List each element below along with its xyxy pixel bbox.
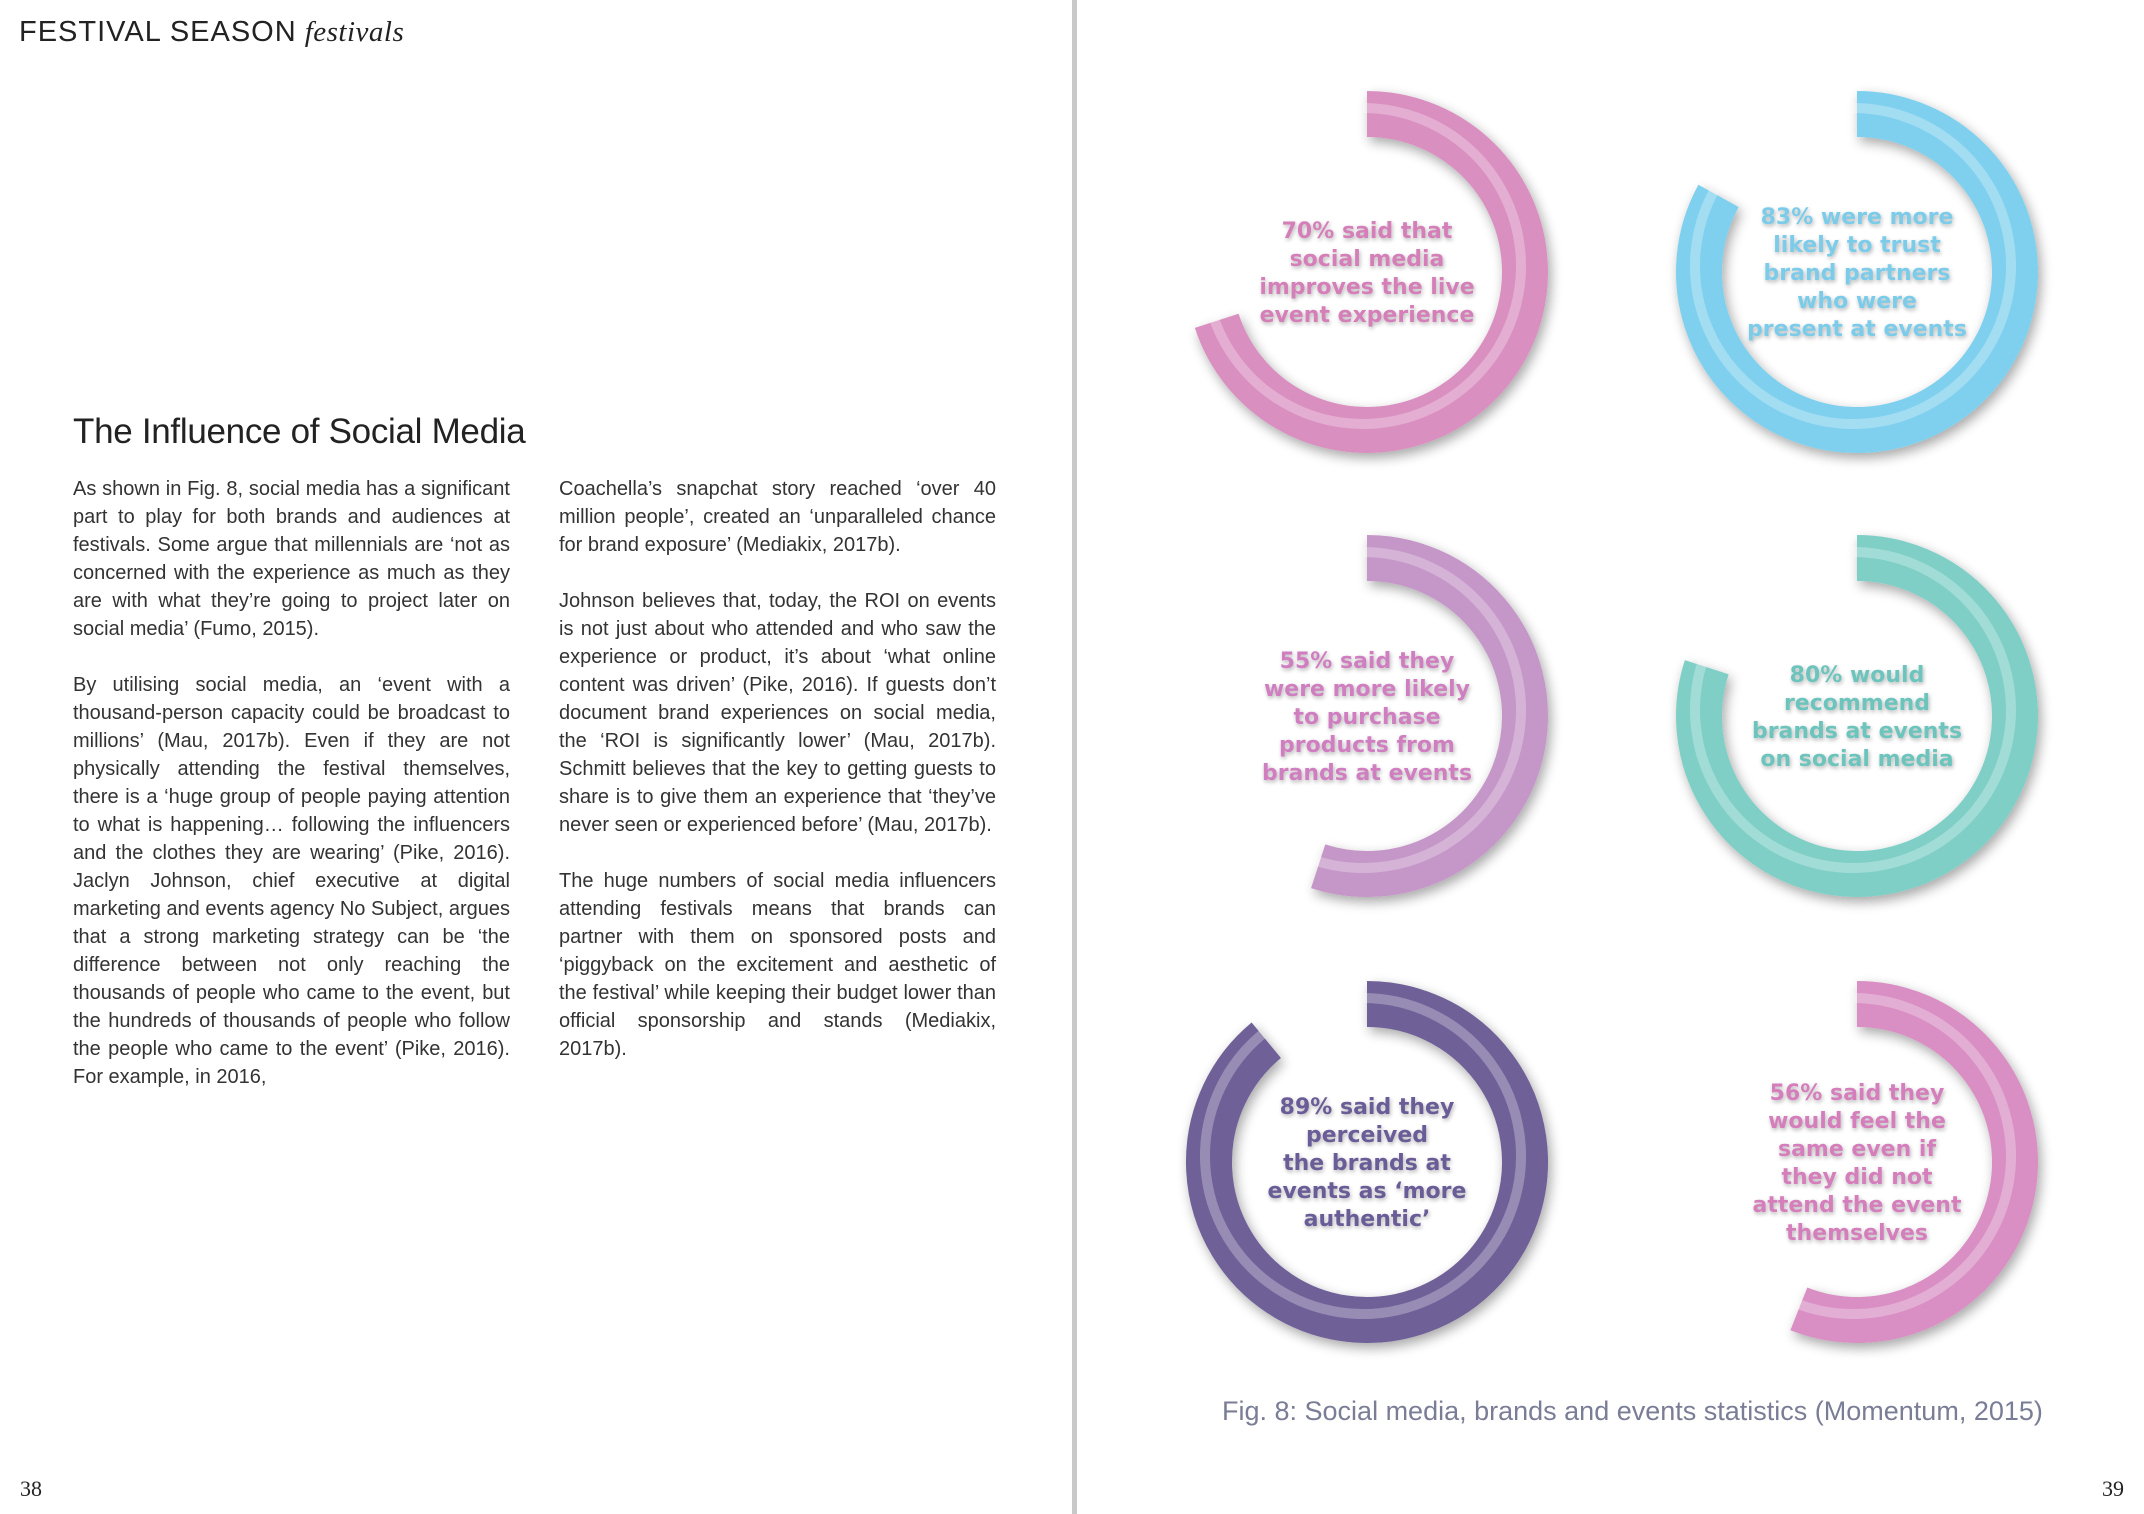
stat-label-line: to purchase: [1293, 705, 1441, 730]
paragraph: As shown in Fig. 8, social media has a significant part to play for both brands and audiences at festivals. Some argue that millennials are ‘not as concerned with the experience as much as they are with what they’re going to project later on social media’ (Fumo, 2015).: [73, 478, 510, 640]
stat-ring-group: [1205, 998, 1525, 1320]
running-head: [19, 16, 404, 49]
stat-label-line: on social media: [1760, 747, 1954, 772]
stat-ring-group: [1262, 552, 1525, 874]
stat-label-line: authentic’: [1303, 1207, 1431, 1232]
stat-label: [1752, 663, 1962, 772]
stat-label: [1259, 219, 1474, 328]
stat-label-line: events as ‘more: [1267, 1179, 1467, 1204]
stat-ring-group: [1695, 552, 2015, 874]
stat-label-line: 70% said that: [1281, 219, 1453, 244]
stat-label: [1753, 1081, 1962, 1246]
stat-label-line: same even if: [1777, 1137, 1937, 1162]
stat-label-line: recommend: [1783, 691, 1931, 716]
stat-label-line: 56% said they: [1769, 1081, 1945, 1106]
stat-label-line: event experience: [1259, 303, 1475, 328]
stat-label-line: brands at events: [1261, 761, 1473, 786]
stat-label-line: attend the event: [1752, 1193, 1962, 1218]
stats-figure: [1077, 0, 2144, 1390]
stat-label-line: improves the live: [1259, 275, 1475, 300]
stat-label-line: products from: [1279, 733, 1455, 758]
stat-label-line: 80% would: [1789, 663, 1925, 688]
stat-label: [1747, 205, 1967, 342]
stat-label: [1262, 649, 1472, 786]
stat-ring-group: [1213, 108, 1525, 430]
paragraph: Johnson believes that, today, the ROI on events is not just about who attended and who saw the experience or product, it’s about ‘what online content was driven’ (Pike, 2016). If guests don’t document brand experiences on social media, the ‘ROI is significantly lower’ (Mau, 2017b). Schmitt believes that the key to getting guests to share is to give them an experience that ‘they’ve never seen or experienced before’ (Mau, 2017b).: [559, 590, 996, 836]
text-column-2: [559, 475, 996, 1091]
stat-label-line: 55% said they: [1279, 649, 1455, 674]
stat-label-line: themselves: [1786, 1221, 1928, 1246]
stat-ring-arc: [1799, 1004, 2015, 1320]
figure-caption: Fig. 8: Social media, brands and events statistics (Momentum, 2015): [1222, 1396, 2043, 1426]
article-title: The Influence of Social Media: [73, 412, 526, 451]
stat-label-line: likely to trust: [1773, 233, 1941, 258]
stat-label-line: social media: [1289, 247, 1445, 272]
stat-label-line: who were: [1797, 289, 1917, 314]
stat-label-line: the brands at: [1283, 1151, 1451, 1176]
stat-label-line: they did not: [1781, 1165, 1933, 1190]
stat-label-line: brands at events: [1751, 719, 1963, 744]
page-number-left: 38: [20, 1476, 42, 1501]
stat-label: [1268, 1095, 1467, 1232]
stat-label-line: would feel the: [1768, 1109, 1946, 1134]
text-column-1: [73, 475, 510, 1119]
stat-ring-group: [1695, 108, 2015, 430]
paragraph: The huge numbers of social media influencers attending festivals means that brands can partner with them on sponsored posts and ‘piggyback on the excitement and aesthetic of the festival’ while keeping their budget lower than official sponsorship and stands (Mediakix, 2017b).: [559, 870, 996, 1060]
stat-label-line: brand partners: [1763, 261, 1951, 286]
subsection-title: festivals: [304, 16, 405, 48]
right-page: [1077, 0, 2144, 1514]
stat-label-line: perceived: [1305, 1123, 1429, 1148]
page-number-right: 39: [2102, 1476, 2124, 1501]
section-title: FESTIVAL SEASON: [19, 16, 297, 48]
stat-label-line: 89% said they: [1279, 1095, 1455, 1120]
stat-ring-group: [1753, 998, 2016, 1320]
stat-label-line: were more likely: [1263, 677, 1471, 702]
paragraph: By utilising social media, an ‘event with a thousand-person capacity could be broadcast to millions’ (Mau, 2017b). Even if they are not physically attending the festival themselves, there is a ‘huge group of people paying attention to what is happening… following the influencers and the clothes they are wearing’ (Pike, 2016). Jaclyn Johnson, chief executive at digital marketing and events agency No Subject, argues that a strong marketing strategy can be ‘the difference between not only reaching the thousands of people who came to the event, but the hundreds of thousands of people who follow the people who came to the event’ (Pike, 2016). For example, in 2016,: [73, 674, 510, 1088]
stat-label-line: 83% were more: [1760, 205, 1954, 230]
paragraph: Coachella’s snapchat story reached ‘over 40 million people’, created an ‘unparalleled chance for brand exposure’ (Mediakix, 2017b).: [559, 478, 996, 556]
stat-label-line: present at events: [1747, 317, 1967, 342]
